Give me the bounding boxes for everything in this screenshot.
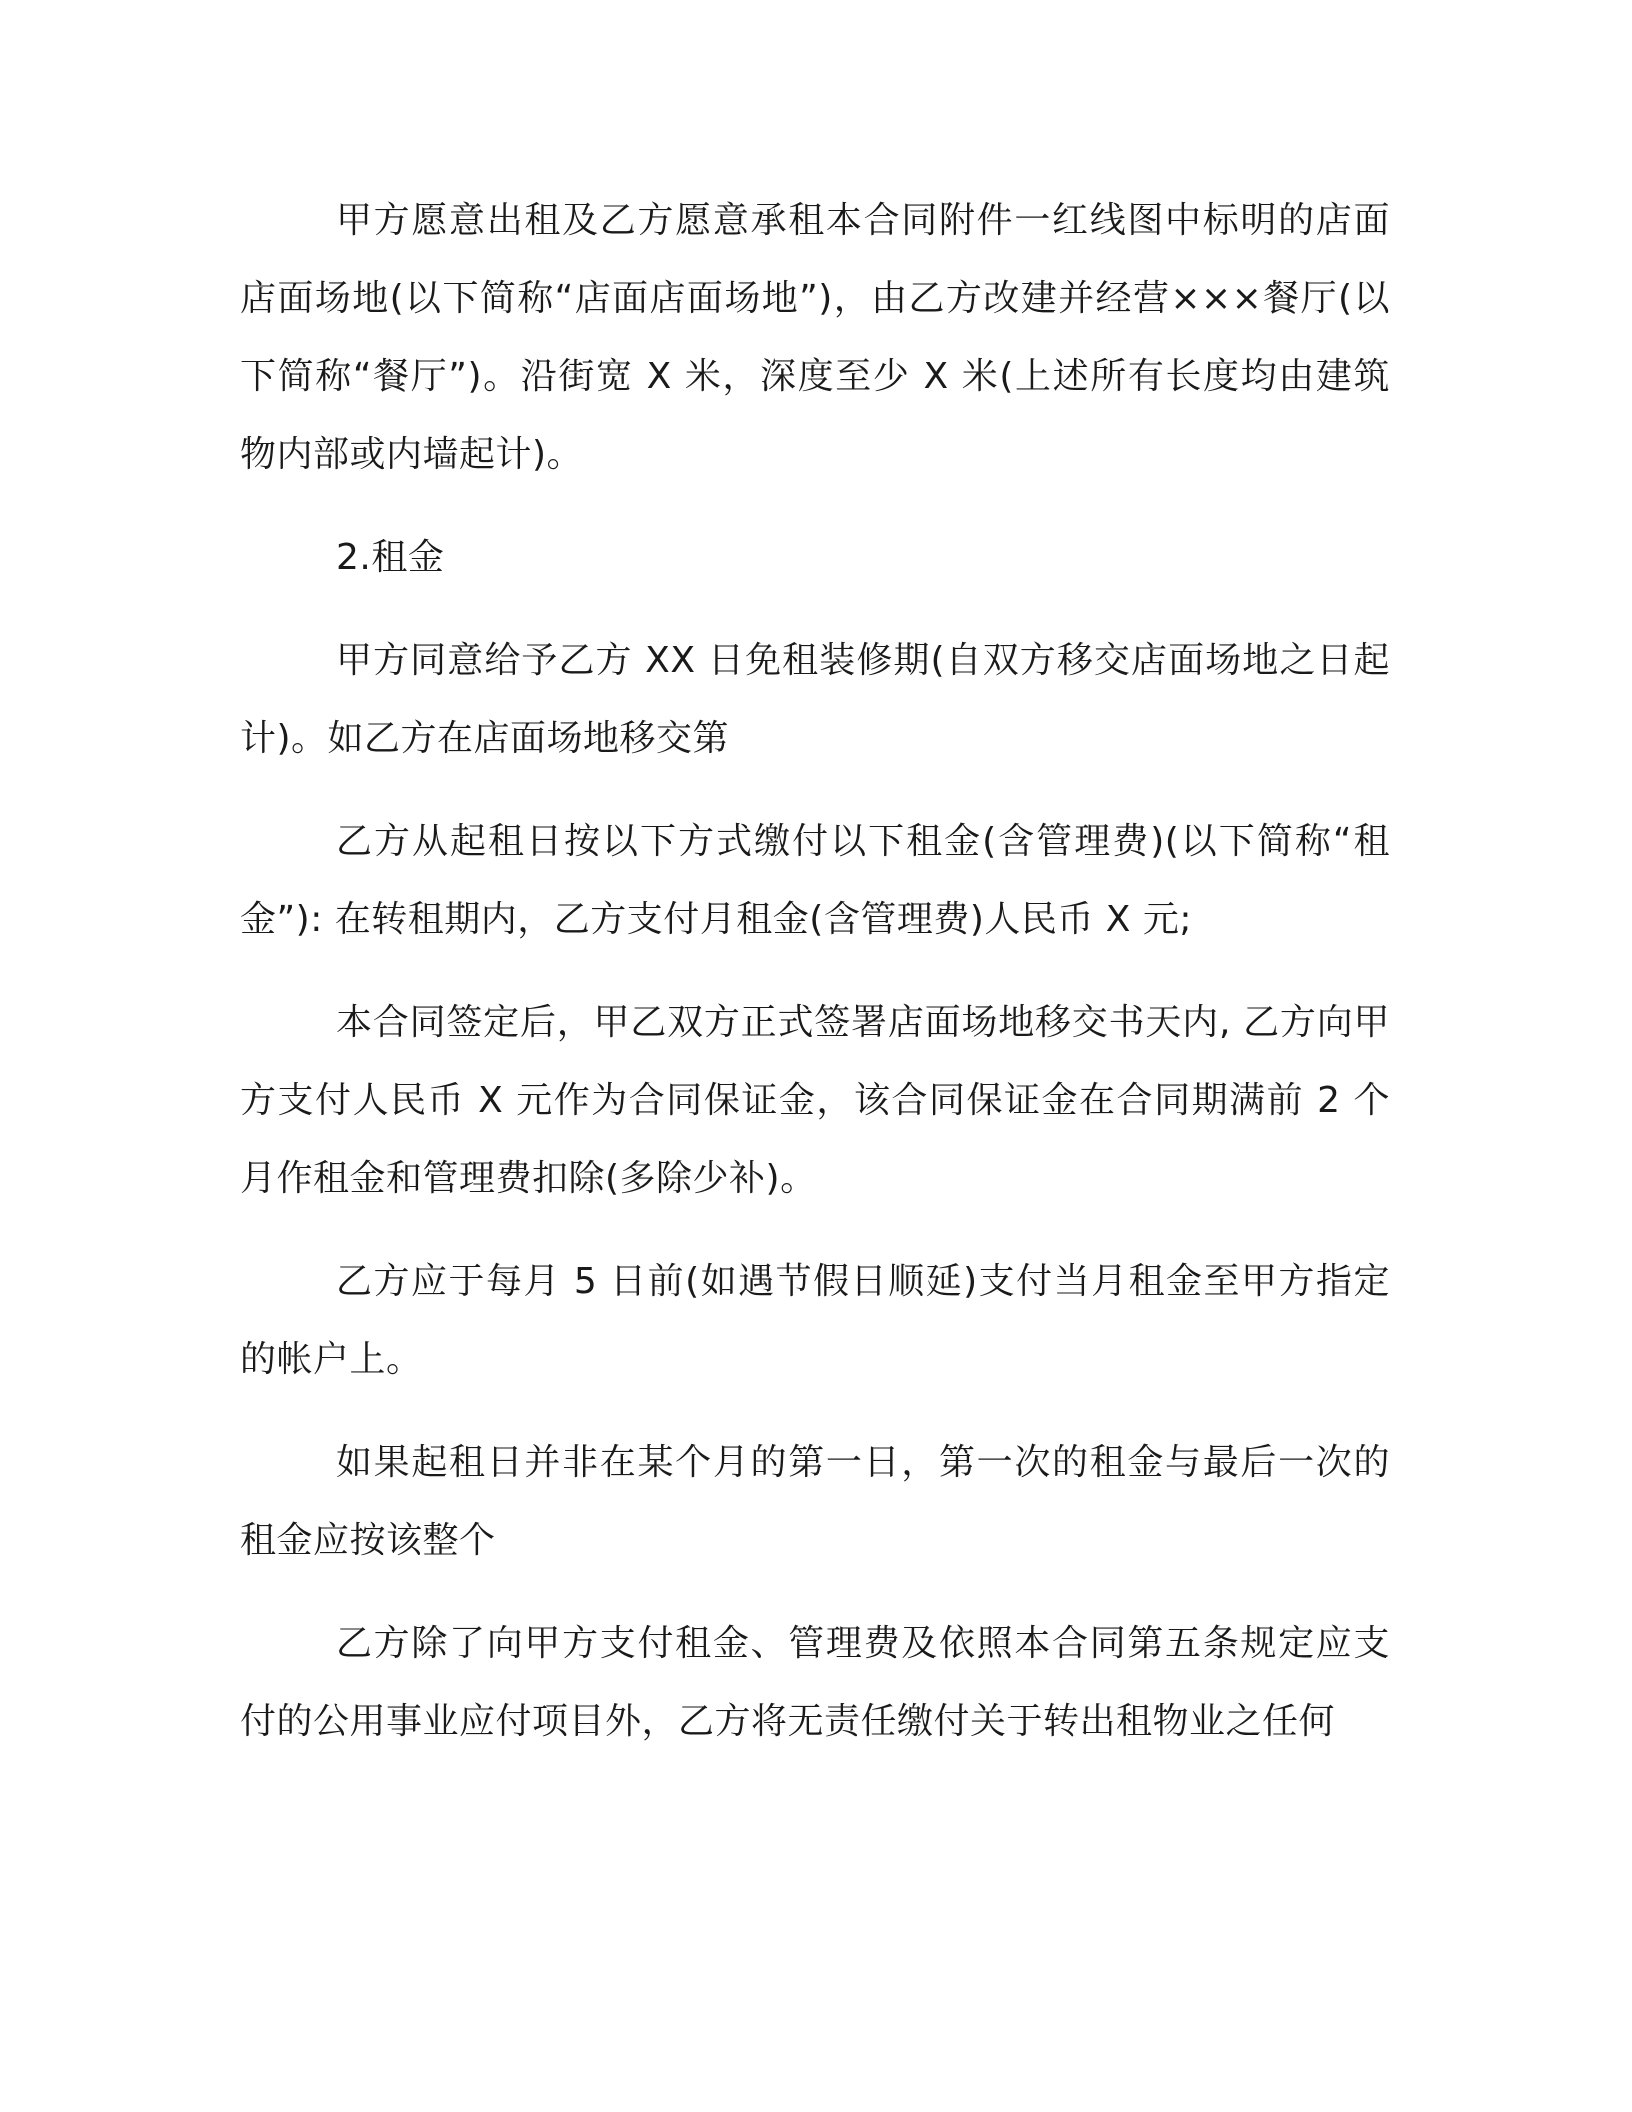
section-heading-rent: 2.租金	[336, 537, 445, 578]
paragraph-other-charges: 乙方除了向甲方支付租金、管理费及依照本合同第五条规定应支付的公用事业应付项目外，乙方将无责任缴付关于转出租物业之任何	[240, 1623, 1390, 1742]
paragraph-deposit: 本合同签定后，甲乙双方正式签署店面场地移交书天内, 乙方向甲方支付人民币 X 元作为合同保证金，该合同保证金在合同期满前 2 个月作租金和管理费扣除(多除少补)。	[240, 1002, 1390, 1199]
paragraph-rent-free-period: 甲方同意给予乙方 XX 日免租装修期(自双方移交店面场地之日起计)。如乙方在店面场地移交第	[240, 640, 1390, 759]
paragraph-premises: 甲方愿意出租及乙方愿意承租本合同附件一红线图中标明的店面店面场地(以下简称“店面店面场地”)，由乙方改建并经营×××餐厅(以下简称“餐厅”)。沿街宽 X 米，深度至少 X 米(上述所有长度均由建筑物内部或内墙起计)。	[240, 200, 1390, 475]
paragraph-monthly-rent: 乙方从起租日按以下方式缴付以下租金(含管理费)(以下简称“租金”): 在转租期内，乙方支付月租金(含管理费)人民币 X 元;	[240, 821, 1390, 940]
paragraph-partial-month: 如果起租日并非在某个月的第一日，第一次的租金与最后一次的租金应按该整个	[240, 1442, 1390, 1561]
paragraph-payment-date: 乙方应于每月 5 日前(如遇节假日顺延)支付当月租金至甲方指定的帐户上。	[240, 1261, 1390, 1380]
document-body	[240, 182, 1390, 1786]
